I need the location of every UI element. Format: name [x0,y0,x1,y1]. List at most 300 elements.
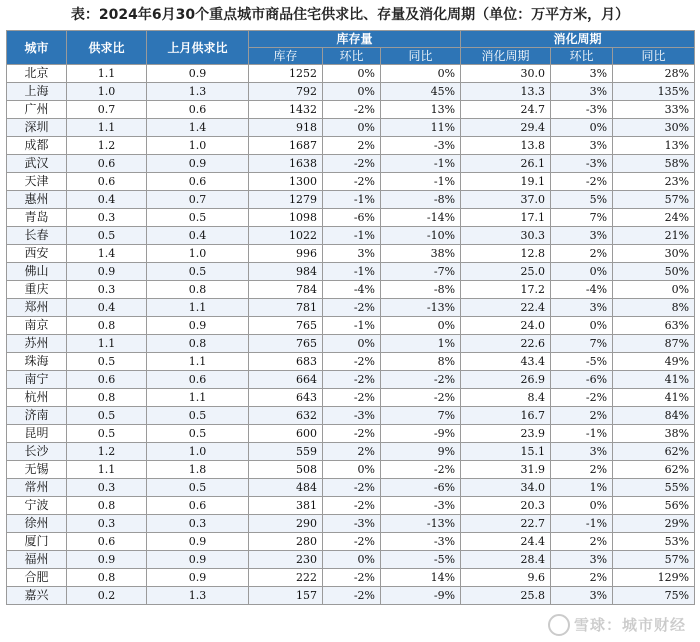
cell-cycle-mom: 0% [551,317,613,335]
cell-inventory-yoy: 13% [381,101,461,119]
table-row [7,569,695,587]
cell-cycle-yoy: 62% [613,461,695,479]
header-inventory: 库存 [249,48,323,65]
cell-last-month-ratio: 0.5 [147,407,249,425]
table-row [7,587,695,605]
cell-cycle-yoy: 56% [613,497,695,515]
cell-cycle: 17.1 [461,209,551,227]
cell-inventory-yoy: -9% [381,425,461,443]
cell-city: 无锡 [7,461,67,479]
cell-city: 青岛 [7,209,67,227]
cell-inventory-mom: 0% [323,335,381,353]
cell-cycle-mom: -1% [551,515,613,533]
cell-cycle: 22.7 [461,515,551,533]
cell-cycle-mom: -6% [551,371,613,389]
cell-cycle-yoy: 53% [613,533,695,551]
table-row [7,443,695,461]
cell-cycle-yoy: 8% [613,299,695,317]
header-inventory-group: 库存量 [249,31,461,48]
cell-cycle-yoy: 63% [613,317,695,335]
cell-cycle-yoy: 30% [613,245,695,263]
cell-cycle-yoy: 29% [613,515,695,533]
cell-cycle-mom: 3% [551,137,613,155]
cell-inventory-mom: -2% [323,497,381,515]
cell-cycle-mom: 3% [551,299,613,317]
cell-last-month-ratio: 1.3 [147,587,249,605]
cell-city: 重庆 [7,281,67,299]
cell-city: 惠州 [7,191,67,209]
cell-inventory-yoy: -8% [381,191,461,209]
cell-inventory-mom: 0% [323,83,381,101]
cell-inventory-yoy: -1% [381,155,461,173]
cell-city: 武汉 [7,155,67,173]
cell-cycle-yoy: 84% [613,407,695,425]
cell-cycle-mom: 2% [551,533,613,551]
cell-inventory-yoy: 45% [381,83,461,101]
table-row [7,137,695,155]
cell-inventory-yoy: 0% [381,317,461,335]
cell-inventory-yoy: 9% [381,443,461,461]
cell-cycle: 9.6 [461,569,551,587]
cell-cycle: 15.1 [461,443,551,461]
header-last-month-ratio: 上月供求比 [147,31,249,65]
cell-supply-ratio: 0.3 [67,209,147,227]
cell-supply-ratio: 0.4 [67,299,147,317]
cell-city: 苏州 [7,335,67,353]
cell-cycle-yoy: 57% [613,191,695,209]
cell-cycle: 24.7 [461,101,551,119]
table-row [7,425,695,443]
header-cycle-mom: 环比 [551,48,613,65]
cell-cycle-mom: 2% [551,461,613,479]
table-row [7,299,695,317]
cell-cycle-mom: -5% [551,353,613,371]
cell-cycle: 24.4 [461,533,551,551]
cell-cycle-mom: 2% [551,245,613,263]
cell-supply-ratio: 0.6 [67,173,147,191]
cell-cycle-yoy: 135% [613,83,695,101]
cell-city: 深圳 [7,119,67,137]
cell-cycle: 20.3 [461,497,551,515]
cell-last-month-ratio: 0.3 [147,515,249,533]
cell-inventory-yoy: -9% [381,587,461,605]
cell-inventory-mom: -3% [323,407,381,425]
table-row [7,461,695,479]
cell-city: 福州 [7,551,67,569]
cell-last-month-ratio: 0.9 [147,65,249,83]
cell-last-month-ratio: 1.8 [147,461,249,479]
cell-cycle: 23.9 [461,425,551,443]
cell-city: 杭州 [7,389,67,407]
cell-inventory: 1300 [249,173,323,191]
cell-inventory-mom: -1% [323,263,381,281]
cell-cycle-yoy: 49% [613,353,695,371]
cell-cycle-mom: -2% [551,173,613,191]
cell-inventory-mom: 0% [323,119,381,137]
cell-inventory: 643 [249,389,323,407]
cell-supply-ratio: 1.1 [67,335,147,353]
cell-inventory-yoy: 11% [381,119,461,137]
cell-cycle-mom: 2% [551,569,613,587]
cell-cycle-mom: 3% [551,65,613,83]
cell-inventory: 508 [249,461,323,479]
cell-supply-ratio: 0.9 [67,551,147,569]
cell-cycle-mom: 3% [551,227,613,245]
cell-cycle-mom: 0% [551,119,613,137]
cell-last-month-ratio: 0.8 [147,335,249,353]
cell-supply-ratio: 0.5 [67,425,147,443]
cell-last-month-ratio: 1.1 [147,353,249,371]
table-row [7,209,695,227]
cell-inventory-mom: -4% [323,281,381,299]
cell-cycle: 26.9 [461,371,551,389]
cell-last-month-ratio: 0.6 [147,173,249,191]
header-cycle: 消化周期 [461,48,551,65]
cell-last-month-ratio: 0.9 [147,155,249,173]
table-row [7,497,695,515]
cell-supply-ratio: 0.3 [67,281,147,299]
cell-last-month-ratio: 1.0 [147,443,249,461]
cell-last-month-ratio: 0.9 [147,569,249,587]
cell-cycle-yoy: 41% [613,389,695,407]
cell-cycle: 19.1 [461,173,551,191]
cell-city: 广州 [7,101,67,119]
cell-city: 徐州 [7,515,67,533]
watermark [548,614,686,637]
cell-inventory-mom: -2% [323,389,381,407]
cell-inventory: 600 [249,425,323,443]
table-row [7,119,695,137]
cell-inventory-mom: -2% [323,155,381,173]
cell-supply-ratio: 0.8 [67,497,147,515]
cell-inventory: 1022 [249,227,323,245]
table-row [7,191,695,209]
data-table [6,30,695,605]
cell-inventory-yoy: -10% [381,227,461,245]
cell-inventory: 765 [249,317,323,335]
table-row [7,83,695,101]
cell-city: 天津 [7,173,67,191]
cell-inventory: 290 [249,515,323,533]
cell-cycle-yoy: 55% [613,479,695,497]
cell-inventory-yoy: -8% [381,281,461,299]
cell-inventory-mom: -1% [323,317,381,335]
cell-city: 长春 [7,227,67,245]
cell-cycle-mom: 7% [551,209,613,227]
cell-city: 昆明 [7,425,67,443]
cell-inventory-mom: -3% [323,515,381,533]
cell-cycle-mom: -1% [551,425,613,443]
cell-inventory-yoy: 1% [381,335,461,353]
table-body [7,65,695,605]
cell-cycle: 34.0 [461,479,551,497]
cell-cycle-yoy: 38% [613,425,695,443]
cell-last-month-ratio: 0.5 [147,425,249,443]
cell-supply-ratio: 0.5 [67,227,147,245]
cell-inventory-mom: -2% [323,533,381,551]
cell-last-month-ratio: 1.0 [147,137,249,155]
table-row [7,245,695,263]
cell-city: 成都 [7,137,67,155]
cell-cycle: 43.4 [461,353,551,371]
cell-last-month-ratio: 0.5 [147,479,249,497]
cell-inventory: 1252 [249,65,323,83]
cell-city: 佛山 [7,263,67,281]
cell-cycle-yoy: 129% [613,569,695,587]
cell-cycle: 26.1 [461,155,551,173]
cell-supply-ratio: 0.5 [67,353,147,371]
cell-cycle-mom: -2% [551,389,613,407]
cell-inventory-yoy: 7% [381,407,461,425]
cell-supply-ratio: 1.4 [67,245,147,263]
header-inventory-mom: 环比 [323,48,381,65]
cell-inventory: 559 [249,443,323,461]
cell-inventory-mom: -1% [323,191,381,209]
table-row [7,551,695,569]
cell-inventory-mom: 0% [323,65,381,83]
cell-cycle-yoy: 62% [613,443,695,461]
cell-inventory: 765 [249,335,323,353]
table-title: 表：2024年6月30个重点城市商品住宅供求比、存量及消化周期（单位：万平方米，月） [70,7,630,23]
cell-inventory-yoy: -3% [381,137,461,155]
cell-cycle: 30.3 [461,227,551,245]
cell-inventory: 781 [249,299,323,317]
cell-inventory-mom: -2% [323,299,381,317]
cell-last-month-ratio: 1.3 [147,83,249,101]
cell-cycle-yoy: 0% [613,281,695,299]
cell-cycle: 25.8 [461,587,551,605]
cell-city: 长沙 [7,443,67,461]
table-row [7,515,695,533]
cell-inventory: 381 [249,497,323,515]
cell-city: 济南 [7,407,67,425]
table-row [7,317,695,335]
cell-cycle: 13.8 [461,137,551,155]
cell-cycle-yoy: 21% [613,227,695,245]
cell-inventory: 918 [249,119,323,137]
table-row [7,479,695,497]
header-row-group [7,31,695,48]
cell-last-month-ratio: 0.5 [147,263,249,281]
table-row [7,155,695,173]
cell-city: 南宁 [7,371,67,389]
cell-inventory-mom: -1% [323,227,381,245]
cell-inventory-mom: -2% [323,173,381,191]
cell-cycle-mom: 0% [551,497,613,515]
cell-cycle-mom: 3% [551,551,613,569]
cell-last-month-ratio: 1.0 [147,245,249,263]
cell-supply-ratio: 0.5 [67,407,147,425]
cell-cycle-yoy: 30% [613,119,695,137]
table-row [7,407,695,425]
cell-inventory: 1279 [249,191,323,209]
header-cycle-yoy: 同比 [613,48,695,65]
cell-cycle-mom: 3% [551,587,613,605]
cell-cycle: 24.0 [461,317,551,335]
cell-inventory-mom: -2% [323,353,381,371]
cell-cycle: 31.9 [461,461,551,479]
cell-inventory-yoy: 38% [381,245,461,263]
cell-cycle: 8.4 [461,389,551,407]
cell-city: 北京 [7,65,67,83]
snowball-logo-icon [548,614,570,636]
cell-inventory-mom: 0% [323,551,381,569]
cell-cycle-mom: -3% [551,155,613,173]
table-row [7,281,695,299]
table-row [7,335,695,353]
cell-inventory-mom: 2% [323,443,381,461]
cell-cycle: 25.0 [461,263,551,281]
cell-supply-ratio: 1.1 [67,65,147,83]
cell-inventory-mom: -2% [323,371,381,389]
cell-cycle: 28.4 [461,551,551,569]
cell-supply-ratio: 1.0 [67,83,147,101]
cell-cycle-yoy: 33% [613,101,695,119]
cell-last-month-ratio: 0.6 [147,497,249,515]
cell-cycle-yoy: 24% [613,209,695,227]
cell-cycle-mom: -4% [551,281,613,299]
cell-supply-ratio: 0.4 [67,191,147,209]
cell-inventory-mom: -2% [323,425,381,443]
cell-supply-ratio: 0.6 [67,155,147,173]
cell-last-month-ratio: 0.5 [147,209,249,227]
cell-inventory-yoy: -6% [381,479,461,497]
cell-cycle: 22.4 [461,299,551,317]
cell-last-month-ratio: 1.1 [147,299,249,317]
cell-cycle-mom: 2% [551,407,613,425]
header-city: 城市 [7,31,67,65]
cell-cycle-mom: 3% [551,443,613,461]
cell-supply-ratio: 1.2 [67,137,147,155]
cell-supply-ratio: 0.8 [67,389,147,407]
cell-last-month-ratio: 0.9 [147,317,249,335]
cell-cycle-yoy: 50% [613,263,695,281]
cell-inventory-yoy: 14% [381,569,461,587]
table-row [7,173,695,191]
cell-inventory-yoy: -2% [381,389,461,407]
cell-inventory: 792 [249,83,323,101]
cell-supply-ratio: 1.1 [67,119,147,137]
cell-inventory-yoy: -14% [381,209,461,227]
cell-cycle: 30.0 [461,65,551,83]
cell-city: 南京 [7,317,67,335]
cell-last-month-ratio: 0.4 [147,227,249,245]
table-row [7,65,695,83]
table-row [7,263,695,281]
cell-inventory: 683 [249,353,323,371]
cell-cycle: 12.8 [461,245,551,263]
cell-city: 西安 [7,245,67,263]
cell-cycle-yoy: 75% [613,587,695,605]
cell-supply-ratio: 0.8 [67,317,147,335]
cell-inventory-mom: -2% [323,587,381,605]
cell-inventory: 996 [249,245,323,263]
cell-cycle-yoy: 58% [613,155,695,173]
cell-supply-ratio: 0.6 [67,371,147,389]
cell-inventory-mom: -2% [323,101,381,119]
header-supply-ratio: 供求比 [67,31,147,65]
table-row [7,389,695,407]
cell-inventory-yoy: -3% [381,533,461,551]
cell-inventory: 632 [249,407,323,425]
cell-cycle-yoy: 23% [613,173,695,191]
cell-inventory-yoy: -2% [381,371,461,389]
cell-supply-ratio: 1.2 [67,443,147,461]
cell-cycle-yoy: 13% [613,137,695,155]
cell-city: 厦门 [7,533,67,551]
cell-supply-ratio: 0.3 [67,515,147,533]
cell-supply-ratio: 1.1 [67,461,147,479]
cell-inventory: 1687 [249,137,323,155]
cell-cycle: 22.6 [461,335,551,353]
cell-inventory: 784 [249,281,323,299]
cell-cycle: 13.3 [461,83,551,101]
cell-cycle-mom: 3% [551,83,613,101]
cell-inventory-mom: 2% [323,137,381,155]
cell-last-month-ratio: 0.9 [147,551,249,569]
cell-inventory: 664 [249,371,323,389]
cell-last-month-ratio: 0.7 [147,191,249,209]
cell-last-month-ratio: 0.9 [147,533,249,551]
cell-cycle-yoy: 28% [613,65,695,83]
cell-supply-ratio: 0.7 [67,101,147,119]
cell-cycle-mom: 1% [551,479,613,497]
cell-inventory-yoy: -7% [381,263,461,281]
cell-inventory-yoy: -13% [381,299,461,317]
cell-city: 嘉兴 [7,587,67,605]
cell-inventory-yoy: 0% [381,65,461,83]
header-cycle-group: 消化周期 [461,31,695,48]
cell-cycle-mom: 7% [551,335,613,353]
table-row [7,533,695,551]
cell-inventory: 157 [249,587,323,605]
cell-cycle: 29.4 [461,119,551,137]
cell-inventory: 1098 [249,209,323,227]
cell-last-month-ratio: 1.4 [147,119,249,137]
cell-city: 宁波 [7,497,67,515]
cell-cycle-yoy: 57% [613,551,695,569]
cell-cycle-yoy: 87% [613,335,695,353]
cell-cycle: 17.2 [461,281,551,299]
cell-inventory-mom: -2% [323,479,381,497]
cell-inventory-yoy: -2% [381,461,461,479]
cell-inventory: 230 [249,551,323,569]
cell-city: 郑州 [7,299,67,317]
table-row [7,353,695,371]
header-inventory-yoy: 同比 [381,48,461,65]
table-row [7,227,695,245]
cell-cycle-mom: 0% [551,263,613,281]
table-row [7,371,695,389]
cell-last-month-ratio: 0.8 [147,281,249,299]
cell-last-month-ratio: 1.1 [147,389,249,407]
watermark-text: 雪球：城市财经 [573,615,686,634]
cell-cycle: 37.0 [461,191,551,209]
cell-city: 常州 [7,479,67,497]
table-row [7,101,695,119]
cell-inventory-yoy: 8% [381,353,461,371]
cell-inventory-mom: 0% [323,461,381,479]
cell-supply-ratio: 0.3 [67,479,147,497]
cell-cycle-mom: 5% [551,191,613,209]
cell-supply-ratio: 0.9 [67,263,147,281]
cell-supply-ratio: 0.8 [67,569,147,587]
cell-cycle: 16.7 [461,407,551,425]
cell-supply-ratio: 0.2 [67,587,147,605]
cell-inventory-yoy: -5% [381,551,461,569]
cell-city: 珠海 [7,353,67,371]
cell-last-month-ratio: 0.6 [147,371,249,389]
